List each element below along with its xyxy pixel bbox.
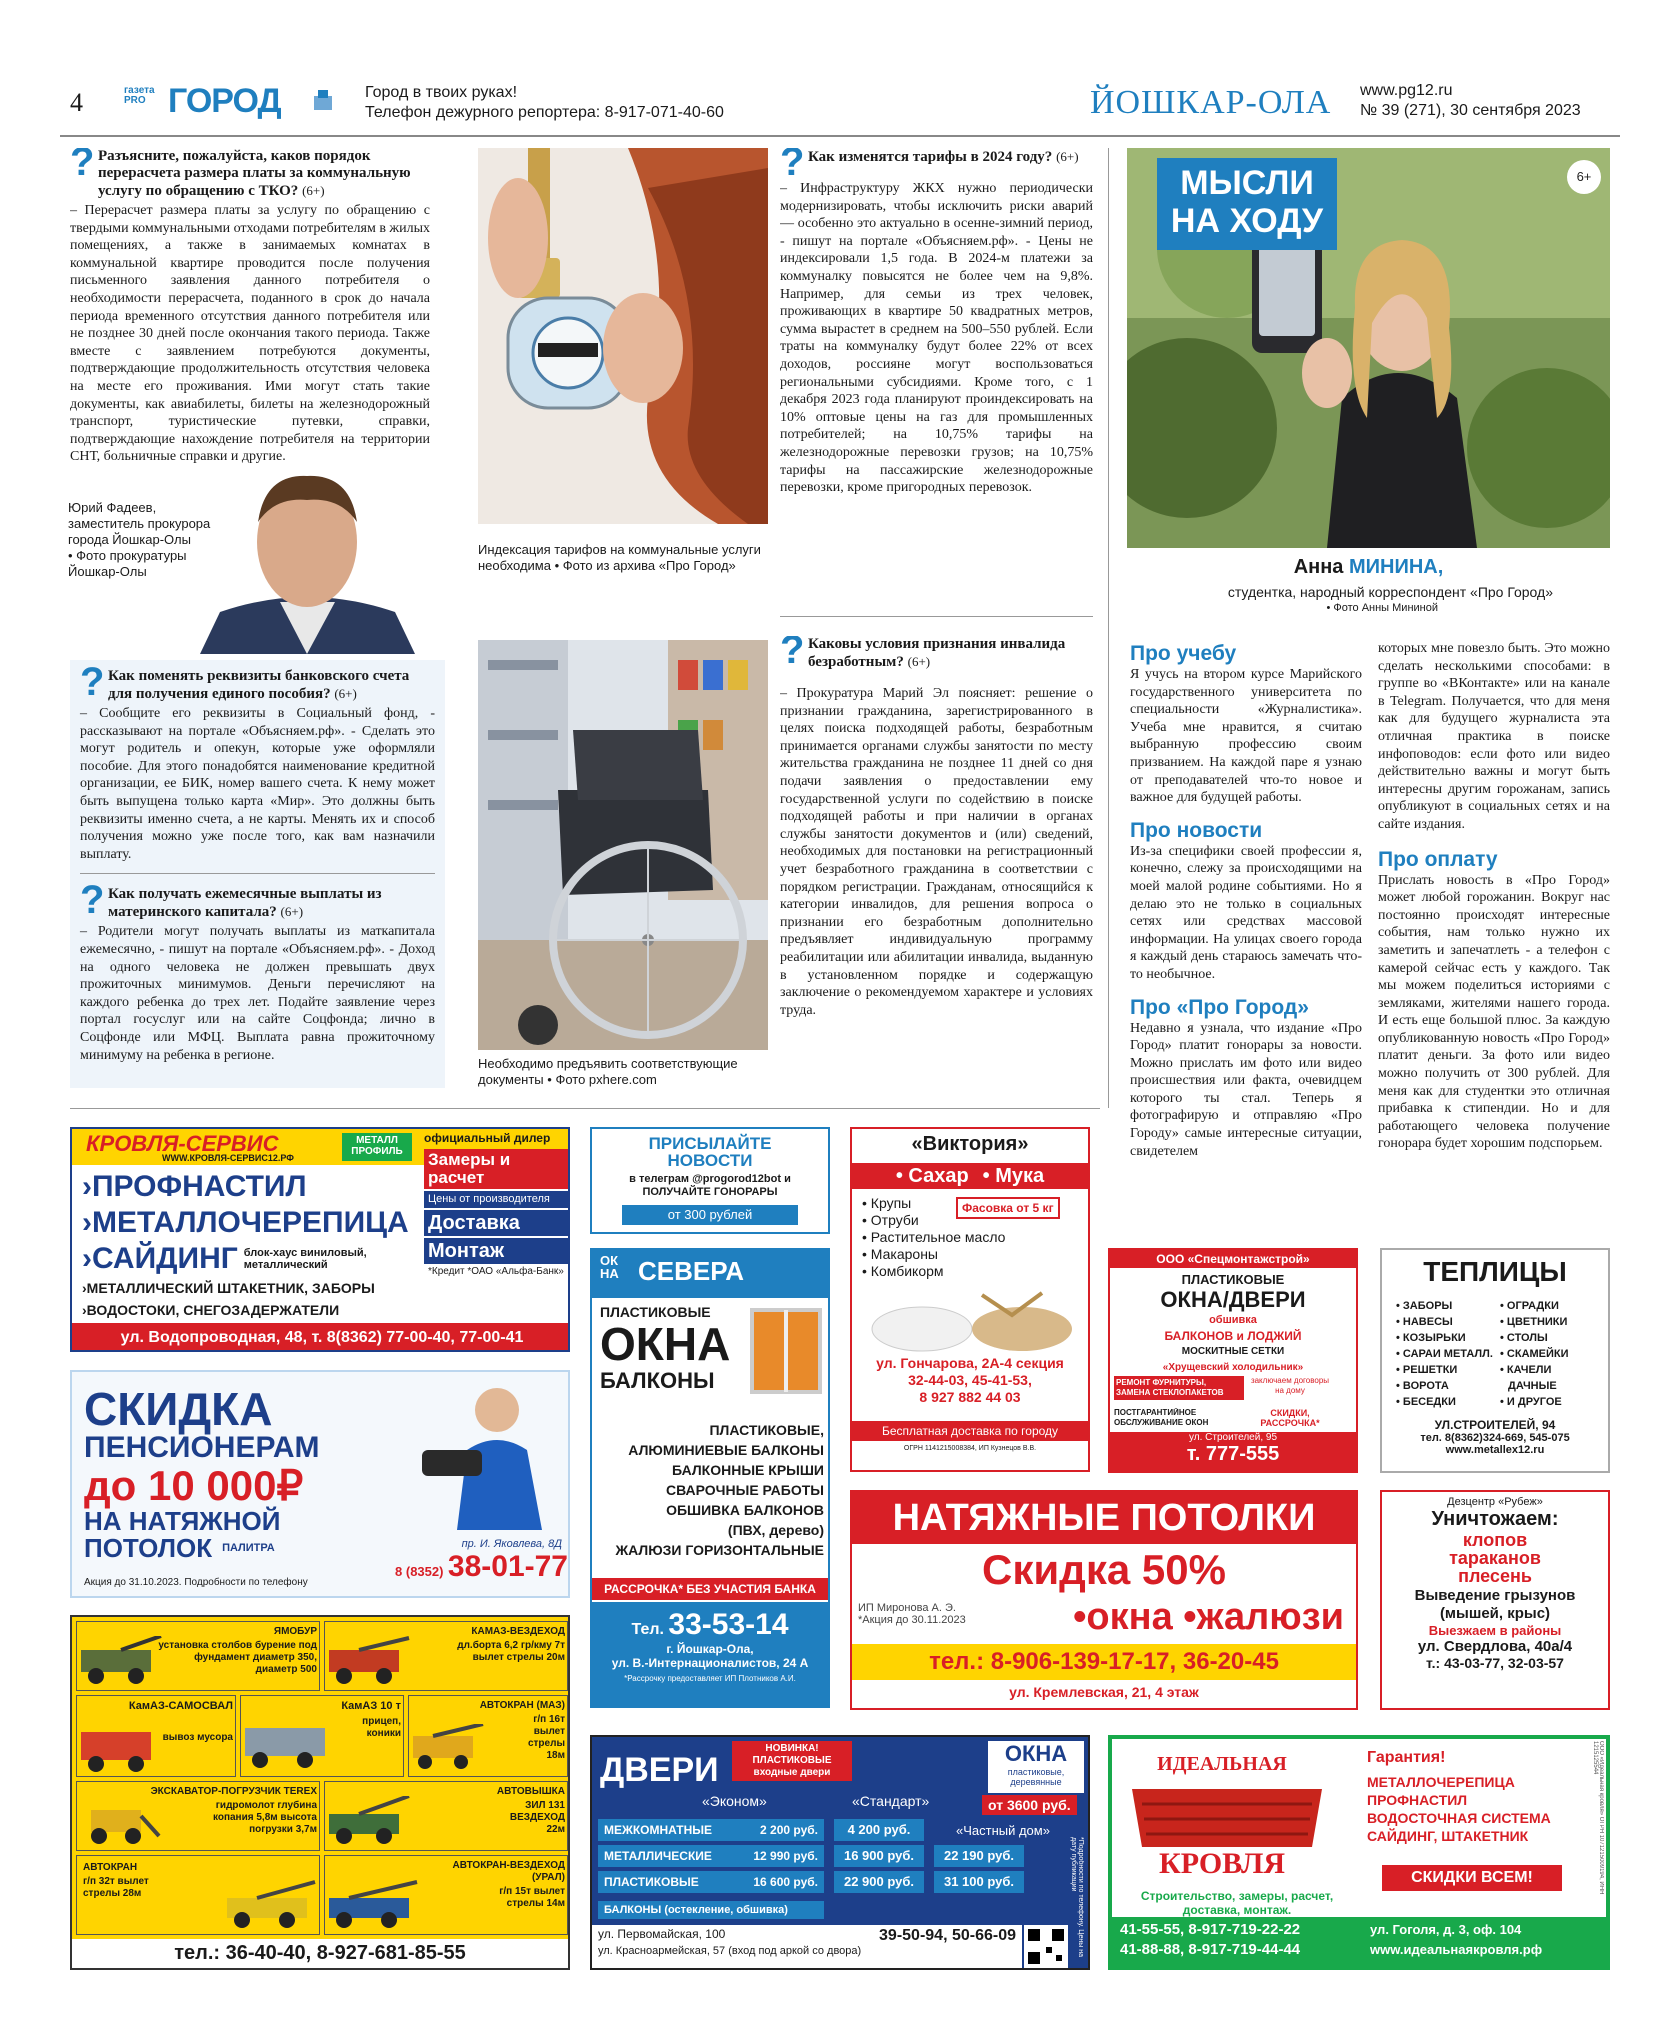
ideal-brand2: КРОВЛЯ bbox=[1158, 1847, 1286, 1880]
victoria-pack: Фасовка от 5 кг bbox=[956, 1197, 1060, 1219]
roofing-item-3: ›САЙДИНГ bbox=[82, 1242, 238, 1275]
spets-bottom: ул. Строителей, 95 т. 777-555 bbox=[1110, 1432, 1356, 1471]
meter-photo-caption: Индексация тарифов на коммунальные услуги необходима • Фото из архива «Про Город» bbox=[478, 542, 761, 573]
thoughts-author: Анна МИНИНА, bbox=[1293, 556, 1444, 578]
ceilings-address: ул. Кремлевская, 21, 4 этаж bbox=[1009, 1684, 1199, 1700]
send-news-title: ПРИСЫЛАЙТЕ НОВОСТИ bbox=[648, 1134, 772, 1170]
roofing-small-1: ›МЕТАЛЛИЧЕСКИЙ ШТАКЕТНИК, ЗАБОРЫ bbox=[82, 1280, 375, 1296]
thoughts-body-news: Из-за специфики своей профессии я, конечно, слежу за происходящими на моей малой родине событиями. Но я делаю это не только в социальных сетях или средствах массовой информации. На улицах своего города я каждый день стараюсь замечать что-то необычное. bbox=[1130, 843, 1362, 982]
north-brand: СЕВЕРА bbox=[638, 1256, 745, 1286]
roofing-credit: *Кредит *ОАО «Альфа-Банк» bbox=[428, 1266, 564, 1277]
machinery-tile: АВТОВЫШКА ЗИЛ 131 ВЕЗДЕХОД 22м bbox=[324, 1781, 568, 1851]
north-brand-small: ОК НА bbox=[600, 1254, 619, 1280]
doors-balconies: БАЛКОНЫ (остекление, обшивка) bbox=[598, 1901, 824, 1919]
north-items: ПЛАСТИКОВЫЕ, АЛЮМИНИЕВЫЕ БАЛКОНЫ БАЛКОННЫЕ КРЫШИ СВАРОЧНЫЕ РАБОТЫ ОБШИВКА БАЛКОНОВ (ПВХ, дерево) ЖАЛЮЗИ ГОРИЗОНТАЛЬНЫЕ bbox=[615, 1422, 824, 1558]
victoria-flour-icon bbox=[862, 1285, 1082, 1353]
doors-new: НОВИНКА! ПЛАСТИКОВЫЕ входные двери bbox=[732, 1741, 852, 1781]
roofing-items bbox=[82, 1169, 412, 1321]
roofing-brand: КРОВЛЯ-СЕРВИС bbox=[86, 1131, 279, 1156]
ad-ideal-roof bbox=[1108, 1735, 1610, 1970]
doors-qr-code bbox=[1024, 1925, 1068, 1968]
victoria-ogrn: ОГРН 1141215008384, ИП Кузнецов В.В. bbox=[903, 1445, 1037, 1452]
thoughts-photo bbox=[1127, 148, 1610, 548]
answer-tariffs: – Инфраструктуру ЖКХ нужно периодически модернизировать, чтобы исключить риски аварий — особенно это актуально в осенне-зимний период, - пишут на портале «Объясняем.рф». - Цены не индексировали 1,5 года. В 2024-м платежи за коммуналку повысятся не более чем на 9,8%. Например, для семьи из трех человек, проживающих в квартире 50 квадратных метров, сумма вырастет в среднем на 500–550 рублей. Если траты на коммуналку будут более 22% от всех доходов, россияне могут воспользоваться региональными субсидиями. Кроме того, с 1 декабря 2023 года планируют проиндексировать на 10% оптовые цены на газ для промышленных потребителей; на 10,75% тарифы на железнодорожные перевозки грузов; на 10,75% тарифы на пассажирские железнодорожные перевозки, кроме пригородных перевозок. bbox=[780, 181, 1093, 496]
pensioner-phone: 8 (8352) 38-01-77 bbox=[395, 1550, 568, 1583]
ads-rule bbox=[70, 1108, 1100, 1109]
greenhouse-col1: • ЗАБОРЫ • НАВЕСЫ • КОЗЫРЬКИ • САРАИ МЕТАЛЛ. • РЕШЕТКИ • ВОРОТА • БЕСЕДКИ bbox=[1396, 1300, 1493, 1408]
machinery-tile: ЭКСКАВАТОР-ПОГРУЗЧИК TEREX гидромолот глубина копания 5,8м высота погрузки 3,7м bbox=[76, 1781, 320, 1851]
doors-row: ПЛАСТИКОВЫЕ 16 600 руб. 22 900 руб. 31 100 руб. bbox=[598, 1869, 1084, 1895]
ceilings-discount: Скидка 50% bbox=[982, 1546, 1226, 1593]
spets-phone: т. 777-555 bbox=[1186, 1443, 1280, 1465]
victoria-items: • Крупы • Отруби • Растительное масло • Макароны • Комбикорм bbox=[862, 1195, 1006, 1279]
thoughts-body-study: Я учусь на втором курсе Марийского государственного университета по специальности «Журналистика». Учеба мне нравится, я считаю выбранную профессию своим призванием. На каждой паре я узнаю от преподавателей что-то новое и важное для будущей работы. bbox=[1130, 667, 1362, 806]
ideal-contacts: 41-55-55, 8-917-719-22-22 41-88-88, 8-917-719-44-44 ул. Гоголя, д. 3, оф. 104 www.идеальнаякровля.рф bbox=[1112, 1917, 1606, 1966]
box-bank-capital bbox=[70, 660, 445, 1088]
worker-figure bbox=[402, 1380, 562, 1530]
doors-econom: «Эконом» bbox=[702, 1793, 767, 1809]
victoria-name: «Виктория» bbox=[911, 1133, 1029, 1155]
north-headline: ПЛАСТИКОВЫЕ ОКНА БАЛКОНЫ bbox=[600, 1304, 731, 1393]
ad-windows-north bbox=[590, 1248, 830, 1708]
ad-roofing-service bbox=[70, 1127, 570, 1352]
pest-districts: Выезжаем в районы bbox=[1428, 1623, 1562, 1638]
tagline: Город в твоих руках! bbox=[365, 84, 518, 101]
thoughts-badge-line2: НА ХОДУ bbox=[1170, 202, 1324, 240]
page-header bbox=[60, 82, 1620, 130]
city-name: ЙОШКАР-ОЛА bbox=[1090, 84, 1332, 121]
reporter-phone: Телефон дежурного репортера: 8-917-071-40-60 bbox=[365, 104, 724, 121]
machinery-tile: КАМАЗ-ВЕЗДЕХОД дл.борта 6,2 гр/кму 7т вылет стрелы 20м bbox=[324, 1621, 568, 1691]
ad-stretch-ceilings bbox=[850, 1490, 1358, 1710]
roofing-address: ул. Водопроводная, 48, т. 8(8362) 77-00-40, 77-00-41 bbox=[72, 1323, 570, 1352]
greenhouse-title: ТЕПЛИЦЫ bbox=[1423, 1256, 1567, 1287]
thoughts-photo-credit: • Фото Анны Мининой bbox=[1326, 602, 1438, 614]
ad-spetsmontazh: ООО «Спецмонтажстрой» ПЛАСТИКОВЫЕ ОКНА/ДВЕРИ обшивка БАЛКОНОВ и ЛОДЖИЙ МОСКИТНЫЕ СЕТКИ «Хрущевский холодильник» РЕМОНТ ФУРНИТУРЫ, ЗАМЕНА СТЕКЛОПАКЕТОВ заключаем договоры на дому ПОСТГАРАНТИЙНОЕ ОБСЛУЖИВАНИЕ ОКОН СКИДКИ, РАССРОЧКА* ул. Строителей, 95 т. 777-555 bbox=[1108, 1248, 1358, 1473]
roofing-dealer-brand: МЕТАЛЛ ПРОФИЛЬ bbox=[342, 1133, 412, 1161]
greenhouse-contacts: УЛ.СТРОИТЕЛЕЙ, 94 тел. 8(8362)324-669, 545-075 www.metallex12.ru bbox=[1420, 1418, 1570, 1456]
doors-from-price: от 3600 руб. bbox=[982, 1795, 1077, 1815]
ideal-guarantee: Гарантия! bbox=[1367, 1749, 1446, 1766]
ceilings-note: ИП Миронова А. Э. *Акция до 30.11.2023 bbox=[858, 1602, 966, 1626]
question-tariffs: ? Как изменятся тарифы в 2024 году? (6+) bbox=[780, 148, 1079, 184]
spets-contract: заключаем договоры на дому bbox=[1250, 1376, 1330, 1395]
ideal-items: МЕТАЛЛОЧЕРЕПИЦА ПРОФНАСТИЛ ВОДОСТОЧНАЯ СИСТЕМА САЙДИНГ, ШТАКЕТНИК bbox=[1367, 1774, 1551, 1844]
doors-title: ДВЕРИ bbox=[600, 1751, 719, 1789]
doors-phones: 39-50-94, 50-66-09 bbox=[879, 1927, 1016, 1944]
send-news-amount: от 300 рублей bbox=[622, 1205, 798, 1225]
doors-windows-badge: ОКНА пластиковые, деревянные bbox=[988, 1741, 1084, 1793]
prosecutor-photo bbox=[180, 452, 435, 654]
spets-discount: СКИДКИ, РАССРОЧКА* bbox=[1260, 1408, 1320, 1428]
north-contacts: Тел. 33-53-14 г. Йошкар-Ола, ул. В.-Интернационалистов, 24 А *Рассрочку предоставляет ИП Плотников А.И. bbox=[592, 1602, 828, 1706]
roofing-siding-note: блок-хаус виниловый, металлический bbox=[243, 1247, 367, 1271]
logo-small: газета PRO bbox=[124, 86, 155, 106]
issue-number: № 39 (271), 30 сентября 2023 bbox=[1360, 102, 1581, 119]
ad-greenhouse bbox=[1380, 1248, 1610, 1473]
palitra-logo: ПАЛИТРА bbox=[222, 1542, 275, 1554]
pensioner-address: пр. И. Яковлева, 8Д bbox=[461, 1538, 562, 1550]
doors-address2: ул. Красноармейская, 57 (вход под аркой со двора) bbox=[598, 1945, 862, 1957]
victoria-delivery: Бесплатная доставка по городу bbox=[852, 1421, 1088, 1441]
answer-bank: – Сообщите его реквизиты в Социальный фонд, - рассказывают на портале «Объясняем.рф». - Сделать это могут родитель и опекун, которые уже оформляли пособие. Для этого понадобятся наименование кредитной организации, ее БИК, номер вашего счета. К нему может быть выпущена только карта «Мир». Это должны быть реквизиты именно счета, а не карты. Менять их и способ получения можно уже после того, как вам назначили выплату. bbox=[80, 706, 435, 862]
doors-price-table bbox=[598, 1817, 1084, 1895]
ad-send-news bbox=[590, 1127, 830, 1234]
north-window-icon bbox=[750, 1308, 822, 1394]
ad-pensioner-discount bbox=[70, 1370, 570, 1598]
question-disability: ? Каковы условия признания инвалида безработным? (6+) bbox=[780, 636, 1066, 672]
prosecutor-name: Юрий Фадеев, заместитель прокурора города Йошкар-Олы bbox=[68, 500, 211, 547]
ceilings-products: •окна •жалюзи bbox=[1073, 1596, 1344, 1638]
answer-capital: – Родители могут получать выплаты из маткапитала ежемесячно, - пишут на портале «Объясняем.рф». - Доход на одного человека не должен превышать двух прожиточных минимумов. Деньги перечисляют на каждого ребенка до трех лет. Подайте заявление через портал госуслуг или на сайте Соцфонда; лично в Соцфонде или МФЦ. Выплата равна прожиточному минимуму на ребенка в регионе. bbox=[80, 924, 435, 1063]
ideal-brand1: ИДЕАЛЬНАЯ bbox=[1157, 1753, 1287, 1775]
doors-note: *Подробности по телефону. Цены на дату публикации bbox=[1070, 1837, 1084, 1957]
answer-tko: – Перерасчет размера платы за услугу по обращению с твердыми коммунальными отходами потребителям в жилых помещениях, а также в занимаемых комнатах в коммунальной квартире проводится после получения письменного заявления данного потребителя о необходимости перерасчета, поданного в срок до начала периода временного отсутствия данного потребителя или не позднее 30 дней после окончания такого периода. Также вместе с заявлением потребуются документы, подтверждающие продолжительность отсутствия человека на месте его проживания. Ими могут стать такие документы, как авиабилеты, билеты на железнодорожный транспорт, туристические путевки, справки, подтверждающие нахождение потребителя на территории СНТ, больничные справки и другие. bbox=[70, 203, 430, 465]
thoughts-age-badge: 6+ bbox=[1567, 160, 1601, 194]
page-number: 4 bbox=[70, 88, 83, 117]
ad-doors bbox=[590, 1735, 1090, 1970]
machinery-tile: АВТОКРАН (МАЗ) г/п 16т вылет стрелы 18м bbox=[408, 1695, 568, 1777]
victoria-flour: • Мука bbox=[982, 1165, 1045, 1187]
machinery-phones: тел.: 36-40-40, 8-927-681-85-55 bbox=[72, 1939, 568, 1968]
thoughts-col-right bbox=[1378, 640, 1610, 1240]
ad-machinery bbox=[70, 1615, 570, 1970]
spets-service: ПОСТГАРАНТИЙНОЕ ОБСЛУЖИВАНИЕ ОКОН bbox=[1114, 1408, 1209, 1427]
pensioner-note: Акция до 31.10.2023. Подробности по телефону bbox=[84, 1577, 308, 1588]
question-capital: ? Как получать ежемесячные выплаты из материнского капитала? (6+) bbox=[80, 878, 382, 923]
doors-private-house: «Частный дом» bbox=[956, 1823, 1050, 1838]
thoughts-heading-study: Про учебу bbox=[1130, 642, 1237, 665]
roofing-item-1: ›ПРОФНАСТИЛ bbox=[82, 1170, 307, 1203]
question-bank: ? Как поменять реквизиты банковского счета для получения единого пособия? (6+) bbox=[80, 660, 410, 704]
pest-name: Дезцентр «Рубеж» bbox=[1447, 1496, 1543, 1508]
thoughts-heading-payment: Про оплату bbox=[1378, 847, 1498, 871]
roofing-delivery: Доставка bbox=[424, 1210, 568, 1236]
pest-rodents: Выведение грызунов (мышей, крыс) bbox=[1414, 1587, 1576, 1622]
article-tariffs bbox=[780, 148, 1093, 608]
north-installment: РАССРОЧКА* БЕЗ УЧАСТИЯ БАНКА bbox=[592, 1578, 828, 1600]
victoria-sugar: • Сахар bbox=[895, 1165, 969, 1187]
machinery-tile: ЯМОБУР установка столбов бурение под фундамент диаметр 350, диаметр 500 bbox=[76, 1621, 320, 1691]
doors-row: МЕЖКОМНАТНЫЕ 2 200 руб. 4 200 руб. bbox=[598, 1817, 1084, 1843]
roofing-item-2: ›МЕТАЛЛОЧЕРЕПИЦА bbox=[82, 1206, 409, 1239]
thoughts-badge-line1: МЫСЛИ bbox=[1180, 164, 1314, 202]
doors-contacts bbox=[592, 1925, 1022, 1968]
roofing-right-panel bbox=[424, 1149, 568, 1309]
roofing-small-2: ›ВОДОСТОКИ, СНЕГОЗАДЕРЖАТЕЛИ bbox=[82, 1302, 340, 1318]
machinery-tile: КамАЗ-САМОСВАЛ вывоз мусора bbox=[76, 1695, 236, 1777]
ideal-discount: СКИДКИ ВСЕМ! bbox=[1382, 1865, 1562, 1891]
roofing-site: WWW.КРОВЛЯ-СЕРВИС12.РФ bbox=[162, 1153, 294, 1163]
spets-repair: РЕМОНТ ФУРНИТУРЫ, ЗАМЕНА СТЕКЛОПАКЕТОВ bbox=[1114, 1376, 1244, 1400]
ceilings-title: НАТЯЖНЫЕ ПОТОЛКИ bbox=[852, 1492, 1356, 1544]
column-divider bbox=[1108, 148, 1109, 1108]
logo: ГОРОД bbox=[168, 82, 281, 120]
pest-destroy: Уничтожаем: bbox=[1431, 1508, 1559, 1530]
north-phone: 33-53-14 bbox=[668, 1608, 789, 1641]
pest-address: ул. Свердлова, 40а/4 bbox=[1417, 1638, 1573, 1655]
prosecutor-photo-credit: • Фото прокуратуры Йошкар-Олы bbox=[68, 548, 187, 579]
thoughts-body-progorod: Недавно я узнала, что издание «Про Город» платит гонорары за новости. Можно прислать им фото или видео происшествия или факта, очевидцем которого ты стал. Теперь я фотографирую и отправляю «Про Городу» самые интересные ситуации, свидетелем bbox=[1130, 1020, 1362, 1159]
ad-victoria bbox=[850, 1127, 1090, 1472]
thoughts-col-left bbox=[1130, 642, 1362, 1242]
doors-address1: ул. Первомайская, 100 bbox=[598, 1927, 726, 1941]
hand-icon bbox=[310, 88, 336, 114]
wheelchair-photo-caption: Необходимо предъявить соответствующие документы • Фото pxhere.com bbox=[478, 1056, 738, 1087]
thoughts-role: студентка, народный корреспондент «Про Город» bbox=[1227, 584, 1553, 600]
wheelchair-photo bbox=[478, 640, 768, 1050]
answer-disability: – Прокуратура Марий Эл поясняет: решение о признании гражданина, зарегистрированного в целях поиска подходящей работы, безработным принимается органами службы занятости по месту жительства гражданина не позднее 11 дней со дня подачи заявления о предоставлении ему государственной услуги по содействию в поиске подходящей работы и при наличии в органах службы занятости документов и (или) сведений, необходимых для постановки на регистрационный учет безработного гражданина в соответствии с порядком регистрации. Гражданам, относящийся к категории инвалидов, для решения вопроса о признании его безработным дополнительно предъявляет индивидуальную программу реабилитации или абилитации инвалида, выданную в установленном порядке и содержащую заключение о рекомендуемом характере и условиях труда. bbox=[780, 686, 1093, 1018]
thoughts-heading-progorod: Про «Про Город» bbox=[1130, 995, 1309, 1019]
thoughts-heading-news: Про новости bbox=[1130, 818, 1263, 842]
article-disability bbox=[780, 636, 1093, 1096]
roofing-install: Монтаж bbox=[424, 1238, 568, 1264]
victoria-contacts: ул. Гончарова, 2А-4 секция 32-44-03, 45-41-53, 8 927 882 44 03 bbox=[876, 1355, 1064, 1405]
send-news-text: в телеграм @progorod12bot и ПОЛУЧАЙТЕ ГОНОРАРЫ bbox=[629, 1173, 791, 1198]
machinery-tile: КамАЗ 10 т прицеп, коники bbox=[240, 1695, 404, 1777]
roof-sheet-icon bbox=[1132, 1779, 1322, 1849]
question-tko: ? Разъясните, пожалуйста, каков порядок перерасчета размера платы за коммунальную услугу по обращению с ТКО? (6+) bbox=[70, 148, 411, 199]
website: www.pg12.ru bbox=[1360, 82, 1453, 99]
column-rule bbox=[780, 616, 1093, 617]
machinery-tile: АВТОКРАН-ВЕЗДЕХОД (УРАЛ) г/п 15т вылет стрелы 14м bbox=[324, 1855, 568, 1935]
roofing-measure: Замеры и расчет bbox=[424, 1149, 568, 1189]
ceilings-phones: тел.: 8-906-139-17-17, 36-20-45 bbox=[852, 1644, 1356, 1680]
pensioner-text: СКИДКА ПЕНСИОНЕРАМ до 10 000₽ НА НАТЯЖНОЙ ПОТОЛОК ПАЛИТРА bbox=[84, 1386, 320, 1562]
greenhouse-col2: • ОГРАДКИ • ЦВЕТНИКИ • СТОЛЫ • СКАМЕЙКИ • КАЧЕЛИ ДАЧНЫЕ • И ДРУГОЕ bbox=[1500, 1300, 1569, 1408]
ad-pest-control: Дезцентр «Рубеж» Уничтожаем: клопов тараканов плесень Выведение грызунов (мышей, крыс) Выезжаем в районы ул. Свердлова, 40а/4 т.: 43-03-77, 32-03-57 bbox=[1380, 1490, 1610, 1710]
thoughts-body-continued: которых мне повезло быть. Это можно сделать несколькими способами: в группе во «ВКонтакте» или на канале в Telegram. Получается, что для меня как для будущего журналиста эта отличная практика в поиске инфоповодов: если фото или видео действительно важны и могут быть интересны другим горожанам, запись опубликуют в социальных сетях и на сайте издания. bbox=[1378, 641, 1610, 832]
thoughts-body-payment: Прислать новость в «Про Город» может любой горожанин. Вокруг нас постоянно происходят интересные события, нам только нужно их заметить и запечатлеть - а телефон с камерой сейчас есть у каждого. Так мы можем поделиться историями с земляками, жителями нашего города. И есть еще большой плюс. За каждую опубликованную новость «Про Город» платит деньги. За фото или видео можно получить от 300 рублей. Для меня как для студентки это отличная прибавка к стипендии. Но и для работающего человека получение гонорара будет хорошим подспорьем. bbox=[1378, 872, 1610, 1152]
thoughts-badge bbox=[1157, 158, 1337, 250]
victoria-main-products bbox=[852, 1163, 1088, 1189]
spets-name: ООО «Спецмонтажстрой» bbox=[1110, 1250, 1356, 1268]
header-rule bbox=[60, 135, 1620, 137]
pest-phones: т.: 43-03-77, 32-03-57 bbox=[1426, 1655, 1564, 1671]
doors-row: МЕТАЛЛИЧЕСКИЕ 12 990 руб. 16 900 руб. 22 190 руб. bbox=[598, 1843, 1084, 1869]
ideal-legal: ООО «Идеальная кровля» ОГРН 1071215009194, ИНН 1215125544 bbox=[1592, 1741, 1604, 1895]
roofing-prices: Цены от производителя bbox=[424, 1191, 568, 1208]
doors-standard: «Стандарт» bbox=[852, 1793, 930, 1809]
roofing-dealer: официальный дилер bbox=[424, 1131, 551, 1145]
ideal-services: Строительство, замеры, расчет, доставка, монтаж. bbox=[1140, 1889, 1334, 1917]
machinery-tile: АВТОКРАН г/п 32т вылет стрелы 28м bbox=[76, 1855, 320, 1935]
meter-photo bbox=[478, 148, 768, 524]
